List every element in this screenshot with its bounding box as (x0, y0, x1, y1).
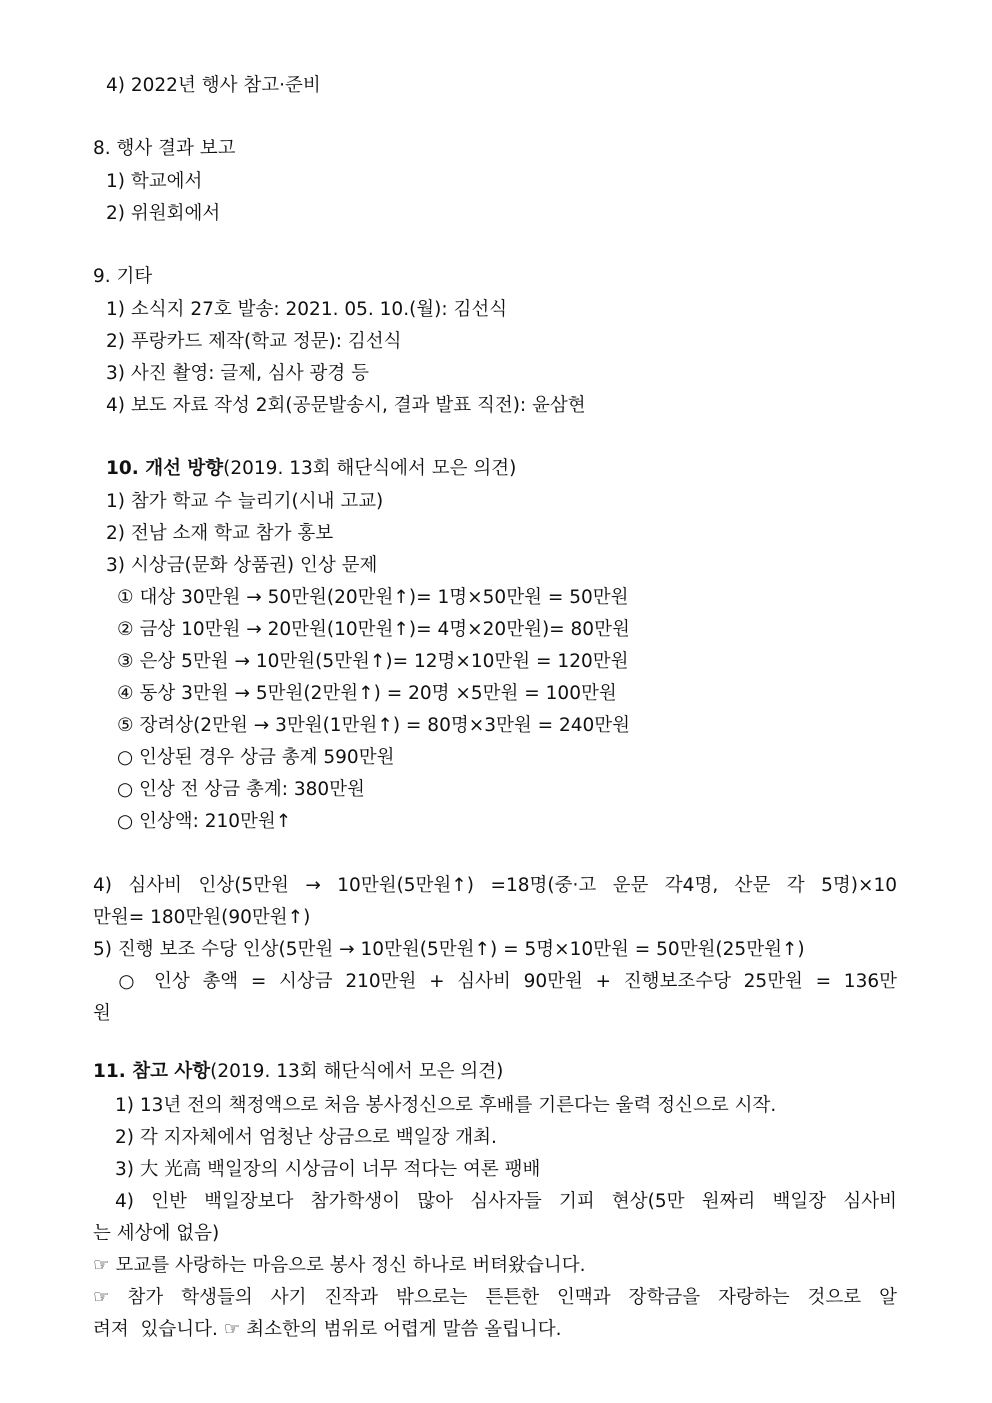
section-10-item-5: 5) 진행 보조 수당 인상(5만원 → 10만원(5만원↑) = 5명×10만원 = 50만원(25만원↑) (93, 939, 805, 960)
prize-line: ⑤ 장려상(2만원 → 3만원(1만원↑) = 80명×3만원 = 240만원 (117, 715, 631, 736)
prize-line: ④ 동상 3만원 → 5만원(2만원↑) = 20명 ×5만원 = 100만원 (117, 683, 617, 704)
closing-note-2-line-1: ☞ 참가 학생들의 사기 진작과 밖으로는 튼튼한 인맥과 장학금을 자랑하는 것으로 알 (93, 1287, 897, 1308)
section-9-item-1: 1) 소식지 27호 발송: 2021. 05. 10.(월): 김선식 (106, 299, 508, 320)
grand-total-line-2: 원 (93, 1003, 111, 1024)
section-11-title (93, 1060, 503, 1084)
grand-total-line-1: ○ 인상 총액 = 시상금 210만원 + 심사비 90만원 + 진행보조수당 25만원 = 136만 (93, 971, 897, 992)
prize-total-line: ○ 인상된 경우 상금 총계 590만원 (117, 747, 395, 768)
section-10-item-4-line-2: 만원= 180만원(90만원↑) (93, 907, 311, 928)
section-9-item-2: 2) 푸랑카드 제작(학교 정문): 김선식 (106, 331, 402, 352)
section-11-title-rest: (2019. 13회 해단식에서 모은 의견) (210, 1061, 504, 1082)
section-10-item-2: 2) 전남 소재 학교 참가 홍보 (106, 523, 334, 544)
section-8-title: 8. 행사 결과 보고 (93, 138, 236, 159)
section-8-item-1: 1) 학교에서 (106, 171, 203, 192)
prize-line: ① 대상 30만원 → 50만원(20만원↑)= 1명×50만원 = 50만원 (117, 587, 629, 608)
prize-total-line: ○ 인상 전 상금 총계: 380만원 (117, 779, 365, 800)
section-9-item-3: 3) 사진 촬영: 글제, 심사 광경 등 (106, 363, 369, 384)
closing-note-1: ☞ 모교를 사랑하는 마음으로 봉사 정신 하나로 버텨왔습니다. (93, 1255, 586, 1276)
prep-item-4: 4) 2022년 행사 참고·준비 (106, 75, 321, 96)
section-11-title-bold: 11. 참고 사항 (93, 1061, 211, 1082)
section-10-title (106, 457, 516, 481)
section-9-item-4: 4) 보도 자료 작성 2회(공문발송시, 결과 발표 직전): 윤삼현 (106, 395, 586, 416)
section-8-item-2: 2) 위원회에서 (106, 203, 221, 224)
section-11-item-4-line-1: 4) 인반 백일장보다 참가학생이 많아 심사자들 기피 현상(5만 원짜리 백일장 심사비 (115, 1191, 897, 1212)
section-10-item-3: 3) 시상금(문화 상품권) 인상 문제 (106, 555, 378, 576)
prize-line: ③ 은상 5만원 → 10만원(5만원↑)= 12명×10만원 = 120만원 (117, 651, 629, 672)
section-11-item-1: 1) 13년 전의 책정액으로 처음 봉사정신으로 후배를 기른다는 울력 정신으로 시작. (115, 1095, 777, 1116)
section-9-title: 9. 기타 (93, 266, 153, 287)
prize-total-line: ○ 인상액: 210만원↑ (117, 811, 292, 832)
section-11-item-4-line-2: 는 세상에 없음) (93, 1223, 220, 1244)
section-11-item-2: 2) 각 지자체에서 엄청난 상금으로 백일장 개최. (115, 1127, 497, 1148)
section-10-title-rest: (2019. 13회 해단식에서 모은 의견) (223, 458, 517, 479)
prize-line: ② 금상 10만원 → 20만원(10만원↑)= 4명×20만원)= 80만원 (117, 619, 630, 640)
section-10-item-1: 1) 참가 학교 수 늘리기(시내 고교) (106, 491, 384, 512)
section-10-title-bold: 10. 개선 방향 (106, 458, 224, 479)
section-11-item-3: 3) 大 光高 백일장의 시상금이 너무 적다는 여론 팽배 (115, 1159, 541, 1180)
closing-note-2-line-2: 려져 있습니다. ☞ 최소한의 범위로 어렵게 말씀 올립니다. (93, 1319, 562, 1340)
section-10-item-4-line-1: 4) 심사비 인상(5만원 → 10만원(5만원↑) =18명(중·고 운문 각4명, 산문 각 5명)×10 (93, 875, 897, 896)
